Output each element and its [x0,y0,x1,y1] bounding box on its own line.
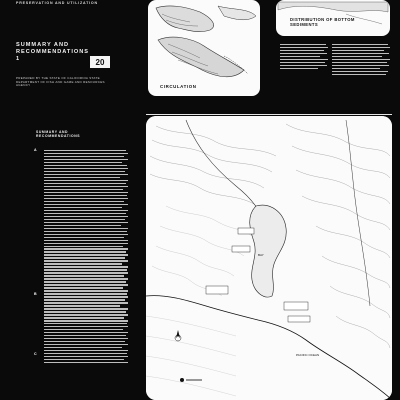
main-map [146,116,392,400]
circulation-panel [148,0,260,96]
series-header: PRESERVATION AND UTILIZATION [16,1,98,5]
circulation-label: CIRCULATION [160,84,197,89]
marker-b: B [34,292,37,296]
map-label-bay: BAY [258,253,264,257]
map-label-ocean: PACIFIC OCEAN [296,353,320,357]
summary-number: 1 [16,56,20,62]
text-column-left [280,44,328,71]
summary-title: SUMMARY AND RECOMMENDATIONS [16,42,90,55]
sheet-number-badge: 20 [90,56,110,68]
text-column-right [332,44,390,77]
marker-c: C [34,352,37,356]
divider-rule [146,114,392,115]
legend-marker-icon [180,378,184,382]
marker-a: A [34,148,37,152]
summary-body [44,148,128,365]
prepared-by-text: PREPARED BY THE STATE OF CALIFORNIA STATE DEPARTMENT OF FISH AND GAME AND RESOURCES AGENCY [16,76,105,88]
topographic-map [146,116,392,400]
circulation-map [148,0,260,96]
distribution-label: DISTRIBUTION OF BOTTOM SEDIMENTS [290,17,355,27]
summary-heading: SUMMARY AND RECOMMENDATIONS [36,130,81,139]
